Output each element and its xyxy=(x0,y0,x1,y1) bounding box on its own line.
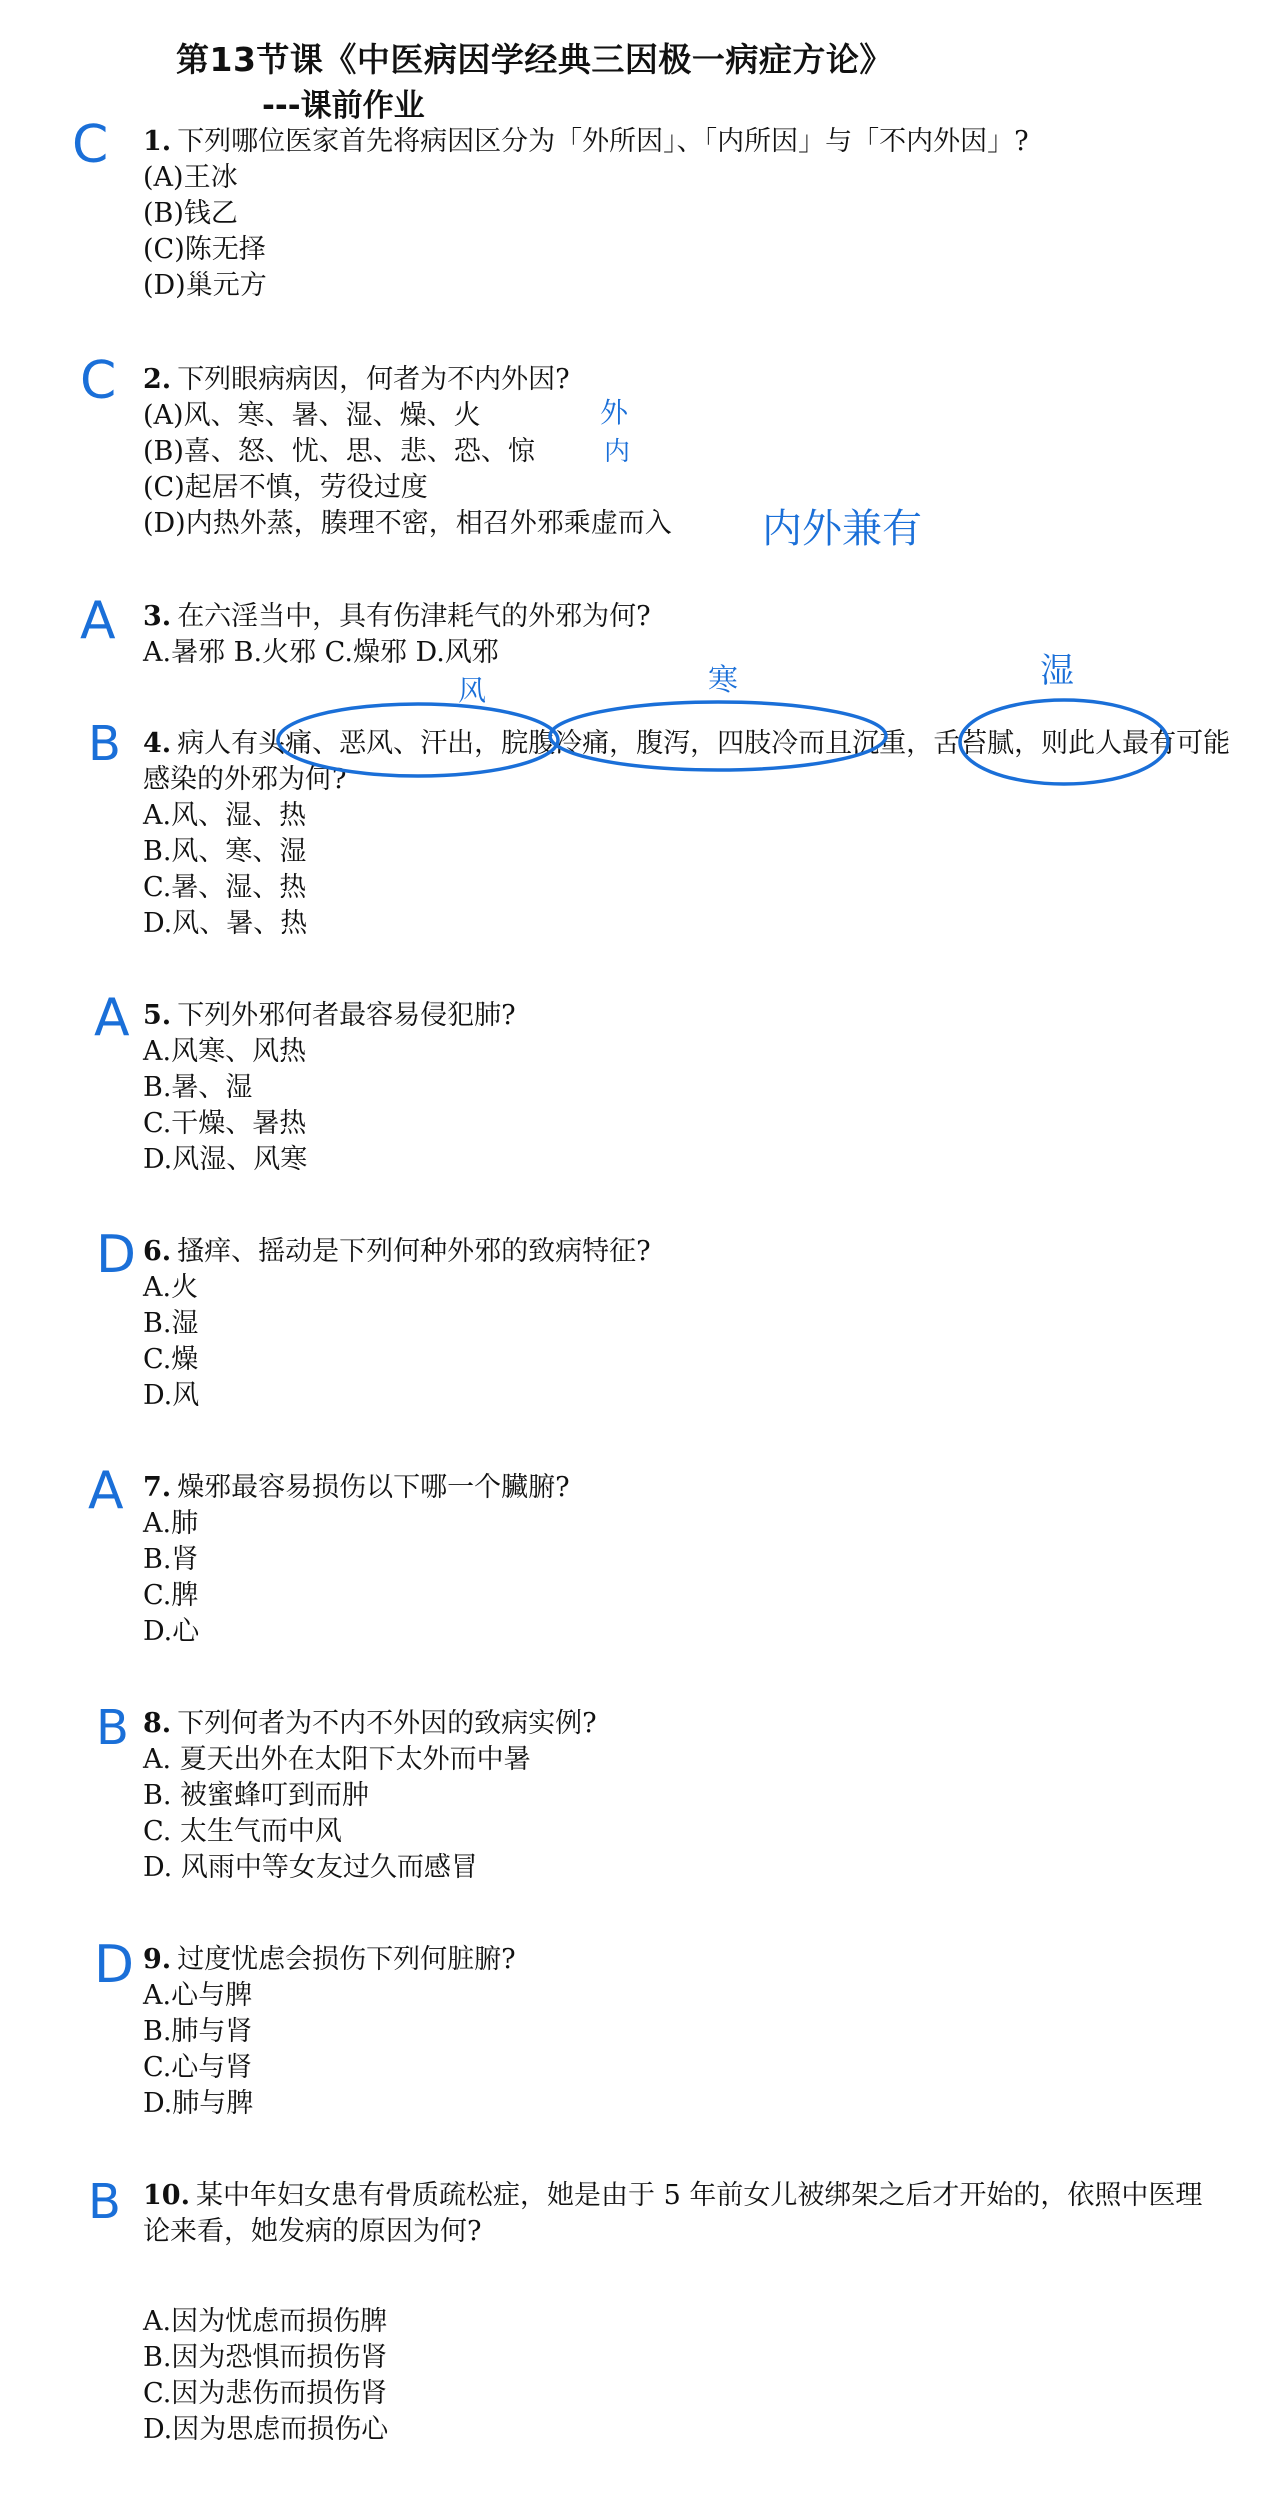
note-wind: 风 xyxy=(458,674,487,707)
option: A.因为忧虑而损伤脾 xyxy=(143,2306,388,2337)
spacer xyxy=(143,2250,1223,2286)
question-stem: 下列外邪何者最容易侵犯肺? xyxy=(177,1000,516,1031)
handwritten-answer-7: A xyxy=(88,1461,124,1521)
option: (C)陈无择 xyxy=(143,234,266,265)
option: (D)巢元方 xyxy=(143,270,267,301)
option: A.风、湿、热 xyxy=(143,800,307,831)
option: C.暑、湿、热 xyxy=(143,872,307,903)
question-number: 10. xyxy=(143,2180,190,2211)
question-number: 1. xyxy=(143,126,172,157)
option: D.风湿、风寒 xyxy=(143,1144,308,1175)
handwritten-answer-9: D xyxy=(94,1935,135,1995)
question-3 xyxy=(143,599,1243,671)
note-cold: 寒 xyxy=(708,663,738,698)
handwritten-answer-5: A xyxy=(94,988,130,1048)
question-stem: 病人有头痛、恶风、汗出，脘腹冷痛，腹泻，四肢冷而且沉重，舌苔腻，则此人最有可能感染的外邪为何? xyxy=(143,728,1231,795)
handwritten-answer-3: A xyxy=(80,591,116,651)
page-subtitle: ---课前作业 xyxy=(262,88,425,124)
question-stem: 在六淫当中，具有伤津耗气的外邪为何? xyxy=(177,601,651,632)
option: (A)王冰 xyxy=(143,162,238,193)
question-7 xyxy=(143,1470,1243,1650)
question-stem: 下列眼病病因，何者为不内外因? xyxy=(177,364,570,395)
question-number: 5. xyxy=(143,1000,172,1031)
option: B.湿 xyxy=(143,1308,199,1339)
option: A. 夏天出外在太阳下太外而中暑 xyxy=(143,1744,531,1775)
question-stem: 下列哪位医家首先将病因区分为「外所因」、「内所因」与「不内外因」? xyxy=(177,126,1029,157)
option: B. 被蜜蜂叮到而肿 xyxy=(143,1780,370,1811)
handwritten-answer-8: B xyxy=(96,1700,129,1756)
option: A.心与脾 xyxy=(143,1980,253,2011)
question-number: 8. xyxy=(143,1708,172,1739)
question-1 xyxy=(143,124,1243,304)
question-4 xyxy=(143,726,1243,942)
question-5 xyxy=(143,998,1243,1178)
option: D.风 xyxy=(143,1380,200,1411)
option: (A)风、寒、暑、湿、燥、火 xyxy=(143,400,481,431)
option: C.心与肾 xyxy=(143,2052,253,2083)
question-number: 4. xyxy=(143,728,172,759)
option: D.因为思虑而损伤心 xyxy=(143,2414,389,2445)
question-stem: 下列何者为不内不外因的致病实例? xyxy=(177,1708,597,1739)
option: A.肺 xyxy=(143,1508,199,1539)
question-number: 7. xyxy=(143,1472,172,1503)
handwritten-answer-2: C xyxy=(80,351,117,411)
question-6 xyxy=(143,1234,1243,1414)
option: C.干燥、暑热 xyxy=(143,1108,307,1139)
handwritten-answer-4: B xyxy=(88,716,121,772)
question-number: 3. xyxy=(143,601,172,632)
option: B.肺与肾 xyxy=(143,2016,253,2047)
option: C.因为悲伤而损伤肾 xyxy=(143,2378,388,2409)
note-damp: 湿 xyxy=(1040,651,1074,691)
option: D.风、暑、热 xyxy=(143,908,308,939)
option: (D)内热外蒸，腠理不密，相召外邪乘虚而入 xyxy=(143,508,672,539)
option: (B)钱乙 xyxy=(143,198,238,229)
question-8 xyxy=(143,1706,1243,1886)
note-external: 外 xyxy=(600,396,629,429)
option: C.燥 xyxy=(143,1344,199,1375)
handwritten-answer-1: C xyxy=(72,115,109,175)
question-stem: 燥邪最容易损伤以下哪一个臟腑? xyxy=(177,1472,570,1503)
question-stem: 某中年妇女患有骨质疏松症，她是由于 5 年前女儿被绑架之后才开始的，依照中医理论来看，她发病的原因为何? xyxy=(143,2180,1203,2247)
option: B.风、寒、湿 xyxy=(143,836,307,867)
page-title: 第13节课《中医病因学经典三因极一病症方论》 xyxy=(176,40,893,79)
question-number: 9. xyxy=(143,1944,172,1975)
question-2 xyxy=(143,362,1243,542)
note-both: 内外兼有 xyxy=(762,506,922,552)
question-number: 2. xyxy=(143,364,172,395)
option: (B)喜、怒、忧、思、悲、恐、惊 xyxy=(143,436,535,467)
option: D.肺与脾 xyxy=(143,2088,254,2119)
option: D.心 xyxy=(143,1616,200,1647)
question-stem: 过度忧虑会损伤下列何脏腑? xyxy=(177,1944,516,1975)
option: D. 风雨中等女友过久而感冒 xyxy=(143,1852,478,1883)
option: B.暑、湿 xyxy=(143,1072,253,1103)
option: A.火 xyxy=(143,1272,199,1303)
handwritten-answer-6: D xyxy=(96,1225,137,1285)
option: C. 太生气而中风 xyxy=(143,1816,342,1847)
handwritten-answer-10: B xyxy=(88,2174,121,2230)
option: A.风寒、风热 xyxy=(143,1036,307,1067)
option: (C)起居不慎，劳役过度 xyxy=(143,472,428,503)
option: C.脾 xyxy=(143,1580,199,1611)
question-stem: 搔痒、摇动是下列何种外邪的致病特征? xyxy=(177,1236,651,1267)
question-number: 6. xyxy=(143,1236,172,1267)
question-9 xyxy=(143,1942,1243,2122)
option: B.因为恐惧而损伤肾 xyxy=(143,2342,388,2373)
question-10 xyxy=(143,2178,1223,2448)
option: B.肾 xyxy=(143,1544,199,1575)
option: A.暑邪 B.火邪 C.燥邪 D.风邪 xyxy=(143,637,499,668)
note-internal: 内 xyxy=(604,437,631,467)
